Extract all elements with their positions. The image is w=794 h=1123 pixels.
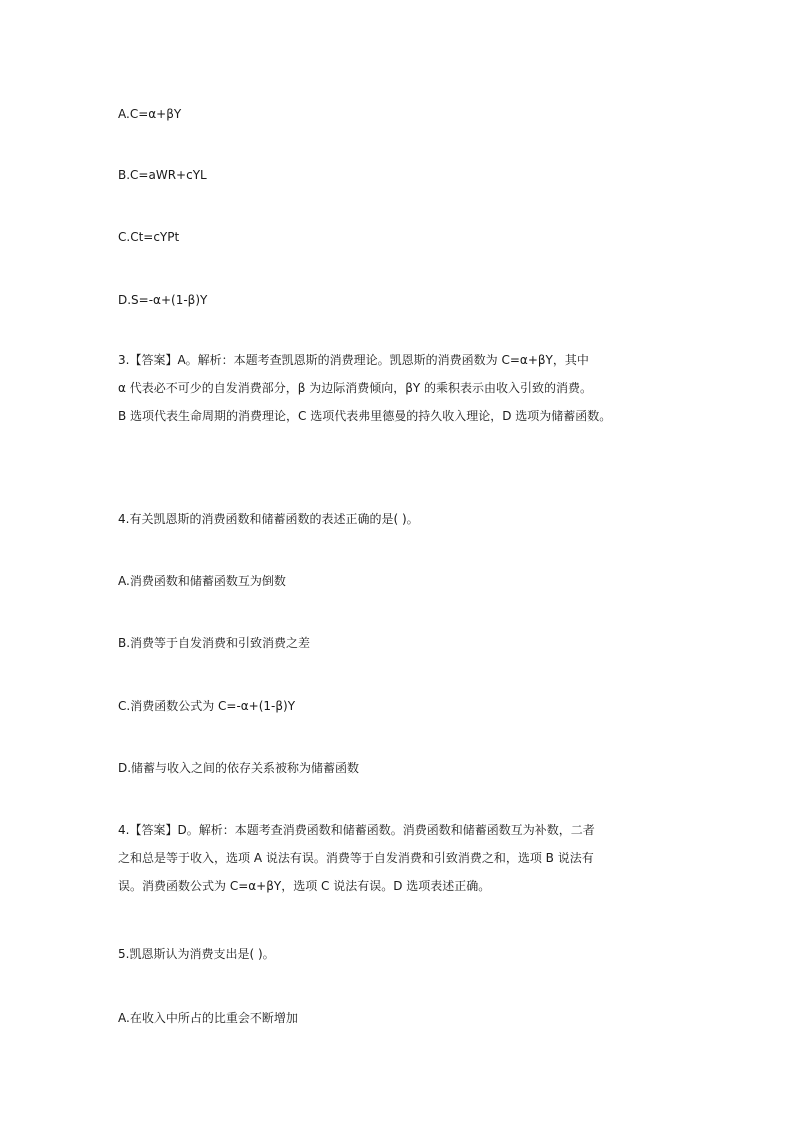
q3-option-c: C.Ct=cYPt (118, 230, 180, 244)
q4-option-c: C.消费函数公式为 C=-α+(1-β)Y (118, 699, 296, 713)
q3-answer-line-2: α 代表必不可少的自发消费部分，β 为边际消费倾向，βY 的乘积表示由收入引致的消费。 (118, 381, 593, 395)
q4-answer-line-3: 误。消费函数公式为 C=α+βY，选项 C 说法有误。D 选项表述正确。 (118, 879, 491, 893)
q4-question: 4.有关凯恩斯的消费函数和储蓄函数的表述正确的是( )。 (118, 512, 419, 526)
q4-option-d: D.储蓄与收入之间的依存关系被称为储蓄函数 (118, 761, 360, 775)
q3-option-a: A.C=α+βY (118, 107, 182, 121)
q5-question: 5.凯恩斯认为消费支出是( )。 (118, 947, 275, 961)
q4-option-b: B.消费等于自发消费和引致消费之差 (118, 636, 311, 650)
q5-option-a: A.在收入中所占的比重会不断增加 (118, 1011, 298, 1025)
q4-answer-line-2: 之和总是等于收入，选项 A 说法有误。消费等于自发消费和引致消费之和，选项 B 说法有 (118, 851, 594, 865)
q3-option-d: D.S=-α+(1-β)Y (118, 293, 208, 307)
q3-answer-explanation (118, 346, 688, 430)
q3-answer-line-3: B 选项代表生命周期的消费理论，C 选项代表弗里德曼的持久收入理论，D 选项为储蓄函数。 (118, 409, 612, 423)
q4-answer-explanation (118, 816, 688, 900)
q4-option-a: A.消费函数和储蓄函数互为倒数 (118, 574, 286, 588)
q4-answer-line-1: 4.【答案】D。解析：本题考查消费函数和储蓄函数。消费函数和储蓄函数互为补数，二者 (118, 823, 595, 837)
q3-answer-line-1: 3.【答案】A。解析：本题考查凯恩斯的消费理论。凯恩斯的消费函数为 C=α+βY，其中 (118, 353, 589, 367)
q3-option-b: B.C=aWR+cYL (118, 168, 207, 182)
